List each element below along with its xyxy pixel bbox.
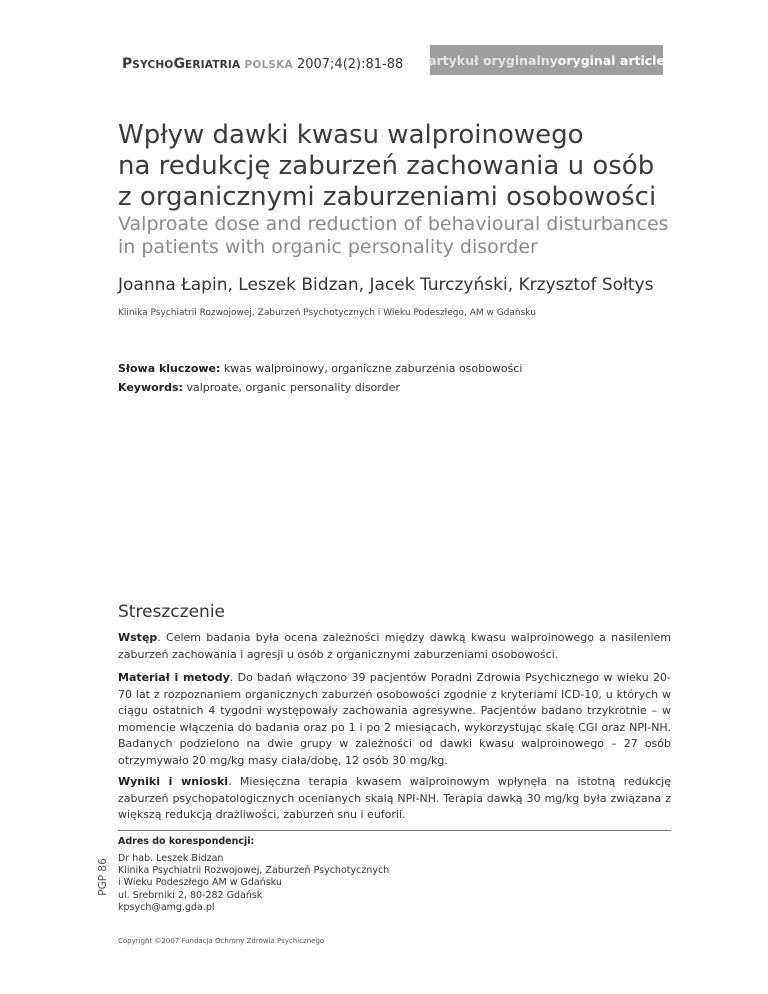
results-text: . Miesięczna terapia kwasem walproinowym wpłynęła na istotną redukcję zaburzeń psychopatologicznych ocenianych skalą NPI-NH. Terapia dawką 30 mg/kg była związana z większą redukcją drażliwości, zaburzeń snu i euforii. — [118, 775, 671, 821]
title-polish — [118, 120, 688, 213]
journal-g: G — [173, 56, 185, 72]
intro-label: Wstęp — [118, 631, 158, 644]
title-pl-line: z organicznymi zaburzeniami osobowości — [118, 182, 657, 212]
title-en-line: in patients with organic personality disorder — [118, 236, 538, 258]
keywords-en-text: valproate, organic personality disorder — [186, 381, 400, 394]
title-en-line: Valproate dose and reduction of behavioural disturbances — [118, 213, 669, 235]
results-label: Wyniki i wnioski — [118, 775, 229, 788]
title-pl-line: na redukcję zaburzeń zachowania u osób — [118, 151, 655, 181]
journal-p: P — [122, 56, 133, 72]
keywords-en-label: Keywords: — [118, 381, 183, 394]
address-line: ul. Srebrniki 2, 80-282 Gdańsk — [118, 889, 263, 901]
badge-pl: artykuł oryginalny — [428, 52, 558, 68]
intro-text: . Celem badania była ocena zależności między dawką kwasu walproinowego a nasileniem zaburzeń zachowania i agresji u osób z organicznymi zaburzeniami osobowości. — [118, 631, 671, 661]
journal-eriatria: ERIATRIA — [184, 59, 241, 71]
abstract-intro — [118, 630, 671, 663]
address-line: Klinika Psychiatrii Rozwojowej, Zaburzeń Psychotycznych — [118, 865, 390, 877]
keywords-pl-label: Słowa kluczowe: — [118, 362, 221, 375]
keywords-english — [118, 381, 400, 394]
correspondence-address — [118, 853, 389, 914]
abstract-results — [118, 774, 671, 824]
journal-sycho: SYCHO — [132, 59, 174, 71]
address-line: i Wieku Podeszłego AM w Gdańsku — [118, 877, 282, 889]
divider — [118, 830, 671, 831]
copyright: Copyright ©2007 Fundacja Ochrony Zdrowia Psychicznego — [118, 937, 325, 945]
correspondence-heading: Adres do korespondencji: — [118, 836, 255, 847]
abstract-methods — [118, 670, 671, 769]
keywords-polish — [118, 362, 522, 375]
title-pl-line: Wpływ dawki kwasu walproinowego — [118, 120, 584, 150]
address-line: Dr hab. Leszek Bidzan — [118, 853, 224, 864]
journal-polska: POLSKA — [244, 59, 293, 71]
journal-volume: 2007;4(2):81-88 — [296, 57, 404, 72]
page-number: PGP 86 — [97, 858, 109, 896]
article-type-badge — [430, 45, 663, 75]
methods-label: Materiał i metody — [118, 671, 230, 684]
email-link[interactable]: kpsych@amg.gda.pl — [118, 901, 215, 913]
journal-citation — [122, 56, 403, 72]
badge-en: oryginal article — [557, 52, 665, 68]
keywords-pl-text: kwas walproinowy, organiczne zaburzenia osobowości — [223, 362, 523, 375]
affiliation: Klinika Psychiatrii Rozwojowej, Zaburzeń Psychotycznych i Wieku Podeszłego, AM w Gdańsku — [118, 308, 536, 318]
abstract-heading: Streszczenie — [118, 602, 225, 622]
authors: Joanna Łapin, Leszek Bidzan, Jacek Turczyński, Krzysztof Sołtys — [118, 275, 654, 295]
title-english — [118, 213, 698, 259]
methods-text: . Do badań włączono 39 pacjentów Poradni Zdrowia Psychicznego w wieku 20-70 lat z rozpoznaniem organicznych zaburzeń osobowości zgodnie z kryteriami ICD-10, u których w ciągu ostatnich 4 tygodni występowały zachowania agresywne. Pacjentów badano trzykrotnie – w momencie włączenia do badania oraz po 1 i po 2 miesiącach, wykorzystując skalę CGI oraz NPI-NH. Badanych podzielono na dwie grupy w zależności od dawki kwasu walproinowego – 27 osób otrzymywało 20 mg/kg masy ciała/dobę, 12 osób 30 mg/kg. — [118, 671, 672, 767]
